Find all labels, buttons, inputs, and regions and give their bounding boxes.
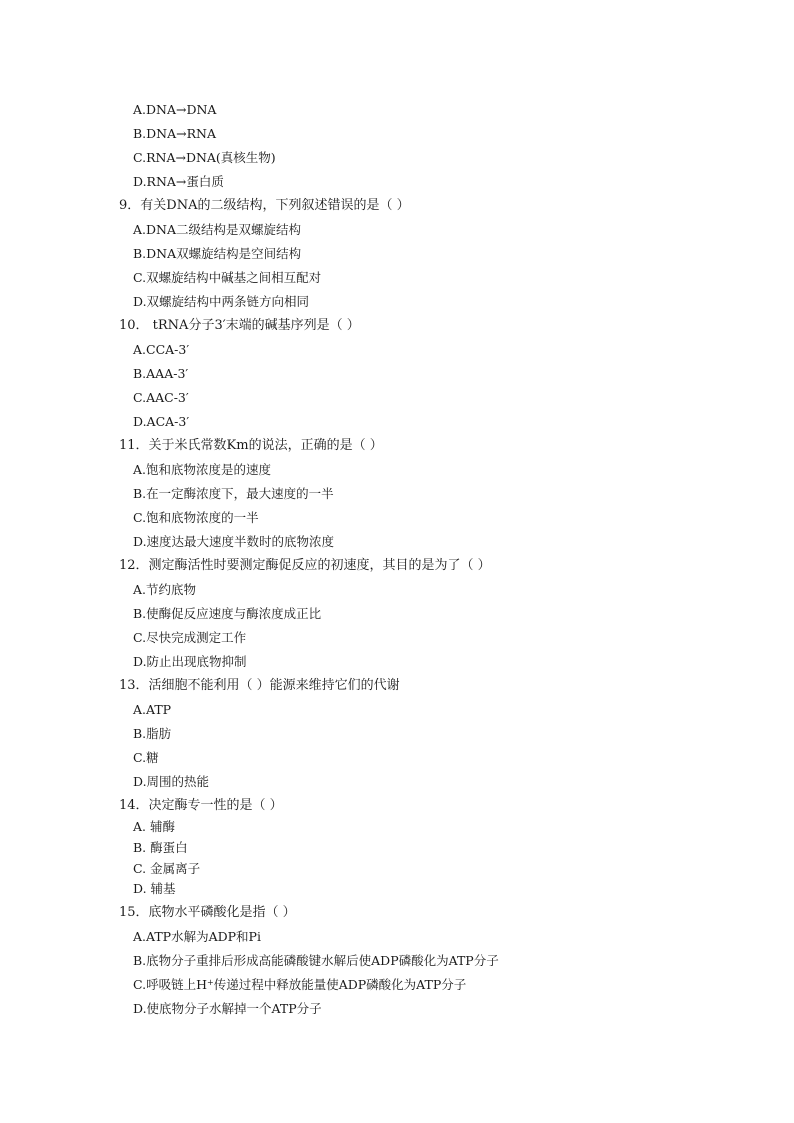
q15-option-c-end: 传递过程中释放能量使ADP磷酸化为ATP分子 — [213, 977, 467, 992]
q15-option-c — [133, 976, 466, 994]
q8-option-c: C.RNA→DNA(真核生物) — [133, 150, 276, 165]
q12-option-c: C.尽快完成测定工作 — [133, 630, 247, 645]
q15-question: 15．底物水平磷酸化是指（ ） — [119, 905, 296, 920]
q9-question: 9．有关DNA的二级结构，下列叙述错误的是（ ） — [119, 198, 410, 213]
q13-option-d: D.周围的热能 — [133, 774, 210, 789]
q15-option-d: D.使底物分子水解掉一个ATP分子 — [133, 1001, 322, 1016]
q10-option-d: D.ACA-3′ — [133, 414, 190, 429]
q14-option-c: C. 金属离子 — [133, 861, 201, 876]
q9-option-c: C.双螺旋结构中碱基之间相互配对 — [133, 270, 322, 285]
q9-option-d: D.双螺旋结构中两条链方向相同 — [133, 294, 310, 309]
q13-option-a: A.ATP — [133, 702, 172, 717]
q14-option-a: A. 辅酶 — [133, 819, 175, 834]
q12-option-a: A.节约底物 — [133, 582, 197, 597]
q13-option-b: B.脂肪 — [133, 726, 172, 741]
q10-option-c: C.AAC-3′ — [133, 390, 189, 405]
q9-option-a: A.DNA二级结构是双螺旋结构 — [133, 222, 301, 237]
q11-option-c: C.饱和底物浓度的一半 — [133, 510, 259, 525]
q15-option-a: A.ATP水解为ADP和Pi — [133, 929, 261, 944]
q11-question: 11．关于米氏常数Km的说法，正确的是（ ） — [119, 438, 383, 453]
q14-option-b: B. 酶蛋白 — [133, 840, 188, 855]
q14-question: 14．决定酶专一性的是（ ） — [119, 798, 283, 813]
q12-question: 12．测定酶活性时要测定酶促反应的初速度，其目的是为了（ ） — [119, 558, 491, 573]
q12-option-d: D.防止出现底物抑制 — [133, 654, 247, 669]
q10-option-b: B.AAA-3′ — [133, 366, 189, 381]
q13-option-c: C.糖 — [133, 750, 159, 765]
q11-option-a: A.饱和底物浓度是的速度 — [133, 462, 272, 477]
q12-option-b: B.使酶促反应速度与酶浓度成正比 — [133, 606, 322, 621]
q11-option-b: B.在一定酶浓度下，最大速度的一半 — [133, 486, 334, 501]
q11-option-d: D.速度达最大速度半数时的底物浓度 — [133, 534, 335, 549]
q9-option-b: B.DNA双螺旋结构是空间结构 — [133, 246, 302, 261]
q14-option-d: D. 辅基 — [133, 881, 176, 896]
q13-question: 13．活细胞不能利用（ ）能源来维持它们的代谢 — [119, 678, 400, 693]
q8-option-d: D.RNA→蛋白质 — [133, 174, 224, 189]
q10-option-a: A.CCA-3′ — [133, 342, 190, 357]
q15-option-c-superscript: + — [207, 978, 214, 987]
q15-option-c-start: C.呼吸链上H — [133, 977, 207, 992]
q10-question: 10． tRNA分子3′末端的碱基序列是（ ） — [119, 318, 360, 333]
q8-option-a: A.DNA→DNA — [133, 102, 217, 117]
q15-option-b: B.底物分子重排后形成高能磷酸键水解后使ADP磷酸化为ATP分子 — [133, 953, 499, 968]
q8-option-b: B.DNA→RNA — [133, 126, 216, 141]
